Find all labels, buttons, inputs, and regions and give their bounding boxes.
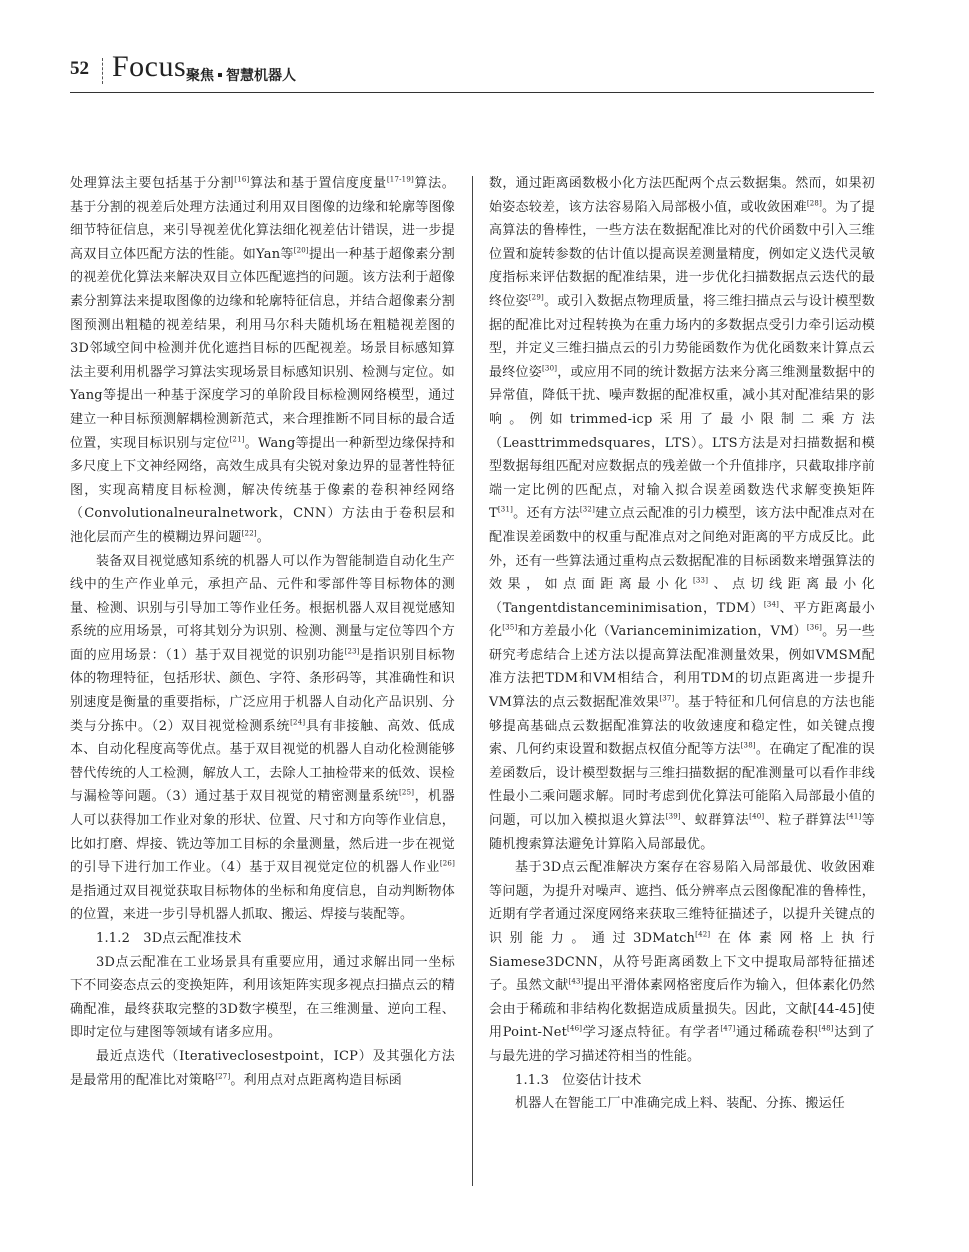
citation-ref[interactable]: [17-19] xyxy=(386,175,414,184)
column-divider xyxy=(472,176,473,1186)
text-run: 。或引入数据点物理质量，将三维扫描点云与设计模型数据的配准比对过程转换为在重力场内的多数据点受引力牵引运动模型，并定义三维扫描点云的引力势能函数作为优化函数来计算点云最终位姿 xyxy=(489,293,875,380)
text-run: 达到了与最先进的学习描述符相当的性能。 xyxy=(489,1025,875,1064)
citation-ref[interactable]: [23] xyxy=(344,647,360,656)
citation-ref[interactable]: [40] xyxy=(749,812,765,821)
section-title xyxy=(186,65,296,85)
text-run: 基于3D点云配准解决方案存在容易陷入局部最优、收敛困难等问题，为提升对噪声、遮挡、低分辨率点云图像配准的鲁棒性，近期有学者通过深度网络来获取三维特征描述子，以提升关键点的识别能力。通过3DMatch xyxy=(489,860,875,946)
citation-ref[interactable]: [38] xyxy=(740,741,756,750)
text-run: 装备双目视觉感知系统的机器人可以作为智能制造自动化生产线中的生产作业单元，承担产品、元件和零部件等目标物体的测量、检测、识别与引导加工等作业任务。根据机器人双目视觉感知系统的应用场景，可将其划分为识别、检测、测量与定位等四个方面的应用场景：（1）基于双目视觉的识别功能 xyxy=(70,553,455,663)
citation-ref[interactable]: [43] xyxy=(568,977,584,986)
citation-ref[interactable]: [32] xyxy=(579,505,596,514)
section-bullet-icon xyxy=(218,73,222,77)
text-run: 和方差最小化（Varianceminimization，VM） xyxy=(517,624,807,640)
citation-ref[interactable]: [46] xyxy=(567,1025,583,1034)
paragraph xyxy=(489,1092,875,1116)
paragraph xyxy=(489,856,875,1068)
page-header xyxy=(70,52,874,92)
header-divider xyxy=(102,58,103,84)
citation-ref[interactable]: [16] xyxy=(234,175,250,184)
citation-ref[interactable]: [34] xyxy=(763,600,780,609)
page-number: 52 xyxy=(70,58,89,79)
text-run: 数，通过距离函数极小化方法匹配两个点云数据集。然而，如果初始姿态较差，该方法容易陷入局部极小值，或收敛困难 xyxy=(489,176,875,215)
paragraph xyxy=(489,172,875,856)
text-run: 最近点迭代（Iterativeclosestpoint，ICP）及其强化方法是最常用的配准比对策略 xyxy=(70,1048,455,1088)
text-run: 通过稀疏卷积 xyxy=(735,1025,819,1041)
citation-ref[interactable]: [25] xyxy=(398,789,415,798)
text-run: 提出平滑体素网格密度后作为输入，但体素化仍然会由于稀疏和非结构化数据造成质量损失。因此，文献[44-45]使用Point-Net xyxy=(489,978,875,1041)
text-run: 。基于特征和几何信息的方法也能够提高基础点云数据配准算法的收敛速度和稳定性，如关键点搜索、几何约束设置和数据点权值分配等方法 xyxy=(489,695,875,758)
text-run: 。还有方法 xyxy=(513,506,580,522)
header-rule xyxy=(70,92,874,93)
paragraph xyxy=(70,951,455,1045)
subsection-heading: 1.1.3 位姿估计技术 xyxy=(515,1072,642,1088)
text-run: ，机器人可以获得加工作业对象的形状、位置、尺寸和方向等作业信息，比如打磨、焊接、铣边等加工目标的余量测量，然后进一步在视觉的引导下进行加工作业。（4）基于双目视觉定位的机器人作业 xyxy=(70,789,455,876)
citation-ref[interactable]: [47] xyxy=(720,1025,736,1034)
text-run: 提出一种基于超像素分割的视差优化算法来解决双目立体匹配遮挡的问题。该方法利于超像素分割算法来提取图像的边缘和轮廓特征信息，并结合超像素分割图预测出粗糙的视差结果，利用马尔科夫随机场在粗糙视差图的3D邻域空间中检测并优化遮挡目标的匹配视差。场景目标感知算法主要利用机器学习算法实现场景目标感知识别、检测与定位。如Yang等提出一种基于深度学习的单阶段目标检测网络模型，通过建立一种目标预测解耦检测新范式，来合理推断不同目标的最合适位置，实现目标识别与定位 xyxy=(70,246,456,451)
text-run: 算法和基于置信度度量 xyxy=(249,176,387,191)
citation-ref[interactable]: [20] xyxy=(293,246,309,255)
paragraph xyxy=(70,550,455,928)
text-run: 。为了提高算法的鲁棒性，一些方法在数据配准比对的代价函数中引入三维位置和旋转参数的估计值以提高误差测量精度，例如定义迭代灵敏度指标来评估数据的配准结果，进一步优化扫描数据点云迭代的最终位姿 xyxy=(489,199,875,309)
text-run: 处理算法主要包括基于分割 xyxy=(70,176,235,191)
citation-ref[interactable]: [22] xyxy=(241,529,257,538)
text-run: ，或应用不同的统计数据方法来分离三维测量数据中的异常值，降低干扰、噪声数据的配准权重，减小其对配准结果的影响。例如trimmed-icp采用了最小限制二乘方法（Leasttrimmedsquares，LTS）。LTS方法是对扫描数据和模型数据每组匹配对应数据点的残差做一个升值排序，只截取排序前端一定比例的匹配点，对输入拟合误差函数迭代求解变换矩阵T xyxy=(489,364,875,522)
citation-ref[interactable]: [30] xyxy=(541,364,558,373)
paragraph xyxy=(70,172,455,550)
citation-ref[interactable]: [27] xyxy=(215,1072,231,1081)
citation-ref[interactable]: [21] xyxy=(229,435,245,444)
text-run: 学习逐点特征。有学者 xyxy=(582,1025,721,1041)
text-run: 算法。基于分割的视差后处理方法通过利用双目图像的边缘和轮廓等图像细节特征信息，来引导视差优化算法细化视差估计错误，进一步提高双目立体匹配方法的性能。如Yan等 xyxy=(70,176,455,262)
citation-ref[interactable]: [28] xyxy=(806,199,823,208)
journal-brand: Focus xyxy=(112,50,187,83)
right-column xyxy=(489,172,875,1116)
citation-ref[interactable]: [26] xyxy=(439,859,455,868)
text-run: 。 xyxy=(256,529,270,545)
subsection-heading: 1.1.2 3D点云配准技术 xyxy=(96,931,242,946)
text-run: 是指识别目标物体的物理特征，包括形状、颜色、字符、条形码等，其准确性和识别速度是衡量的重要指标，广泛应用于机器人自动化产品识别、分类与分拣中。（2）双目视觉检测系统 xyxy=(70,647,455,734)
citation-ref[interactable]: [48] xyxy=(818,1025,834,1034)
text-run: 建立点云配准的引力模型，该方法中配准点对在配准误差函数中的权重与配准点对之间绝对距离的平方成反比。此外，还有一些算法通过重构点云数据配准的目标函数来增强算法的效果，如点面距离最小化 xyxy=(489,506,875,593)
text-run: 、蚁群算法 xyxy=(680,813,750,829)
text-run: 等随机搜索算法避免计算陷入局部最优。 xyxy=(489,813,875,852)
text-run: 机器人在智能工厂中准确完成上料、装配、分拣、搬运任 xyxy=(515,1096,846,1112)
text-run: 3D点云配准在工业场景具有重要应用，通过求解出同一坐标下不同姿态点云的变换矩阵，利用该矩阵实现多视点扫描点云的精确配准，最终获取完整的3D数字模型，在三维测量、逆向工程、即时定位与建图等领域有诸多应用。 xyxy=(70,954,455,1041)
citation-ref[interactable]: [33] xyxy=(692,576,709,585)
citation-ref[interactable]: [41] xyxy=(846,812,862,821)
left-column xyxy=(70,172,455,1092)
text-run: 在体素网格上执行Siamese3DCNN，从符号距离函数上下文中提取局部特征描述子。虽然文献 xyxy=(489,931,875,994)
text-run: 具有非接触、高效、低成本、自动化程度高等优点。基于双目视觉的机器人自动化检测能够替代传统的人工检测，解放人工，去除人工抽检带来的低效、误检与漏检等问题。（3）通过基于双目视觉的精密测量系统 xyxy=(70,718,455,805)
citation-ref[interactable]: [31] xyxy=(497,505,514,514)
subsection-name: 智慧机器人 xyxy=(226,68,296,84)
citation-ref[interactable]: [29] xyxy=(528,293,544,302)
citation-ref[interactable]: [35] xyxy=(502,623,518,632)
section-name: 聚焦 xyxy=(186,68,214,84)
text-run: 。另一些研究考虑结合上述方法以提高算法配准测量效果，例如VMSM配准方法把TDM和VM相结合，利用TDM的切点距离进一步提升VM算法的点云数据配准效果 xyxy=(489,624,875,711)
text-run: 。利用点对点距离构造目标函 xyxy=(230,1072,402,1088)
text-run: 、点切线距离最小化（Tangentdistanceminimisation，TDM） xyxy=(489,577,875,616)
citation-ref[interactable]: [37] xyxy=(659,694,675,703)
citation-ref[interactable]: [42] xyxy=(695,930,711,939)
text-run: 、粒子群算法 xyxy=(764,813,847,829)
text-run: 。在确定了配准的误差函数后，设计模型数据与三维扫描数据的配准测量可以看作非线性最小二乘问题求解。同时考虑到优化算法可能陷入局部最小值的问题，可以加入模拟退火算法 xyxy=(489,742,875,829)
text-run: 是指通过双目视觉获取目标物体的坐标和角度信息，自动判断物体的位置，来进一步引导机器人抓取、搬运、焊接与装配等。 xyxy=(70,883,455,923)
citation-ref[interactable]: [24] xyxy=(290,718,306,727)
text-run: 、平方距离最小化 xyxy=(489,600,875,640)
citation-ref[interactable]: [36] xyxy=(806,623,823,632)
paragraph xyxy=(70,1045,455,1092)
citation-ref[interactable]: [39] xyxy=(665,812,681,821)
text-run: 。Wang等提出一种新型边缘保持和多尺度上下文神经网络，高效生成具有尖锐对象边界的显著性特征图，实现高精度目标检测，解决传统基于像素的卷积神经网络（Convolutionalneuralnetwork，CNN）方法由于卷积层和池化层而产生的模糊边界问题 xyxy=(70,435,455,545)
